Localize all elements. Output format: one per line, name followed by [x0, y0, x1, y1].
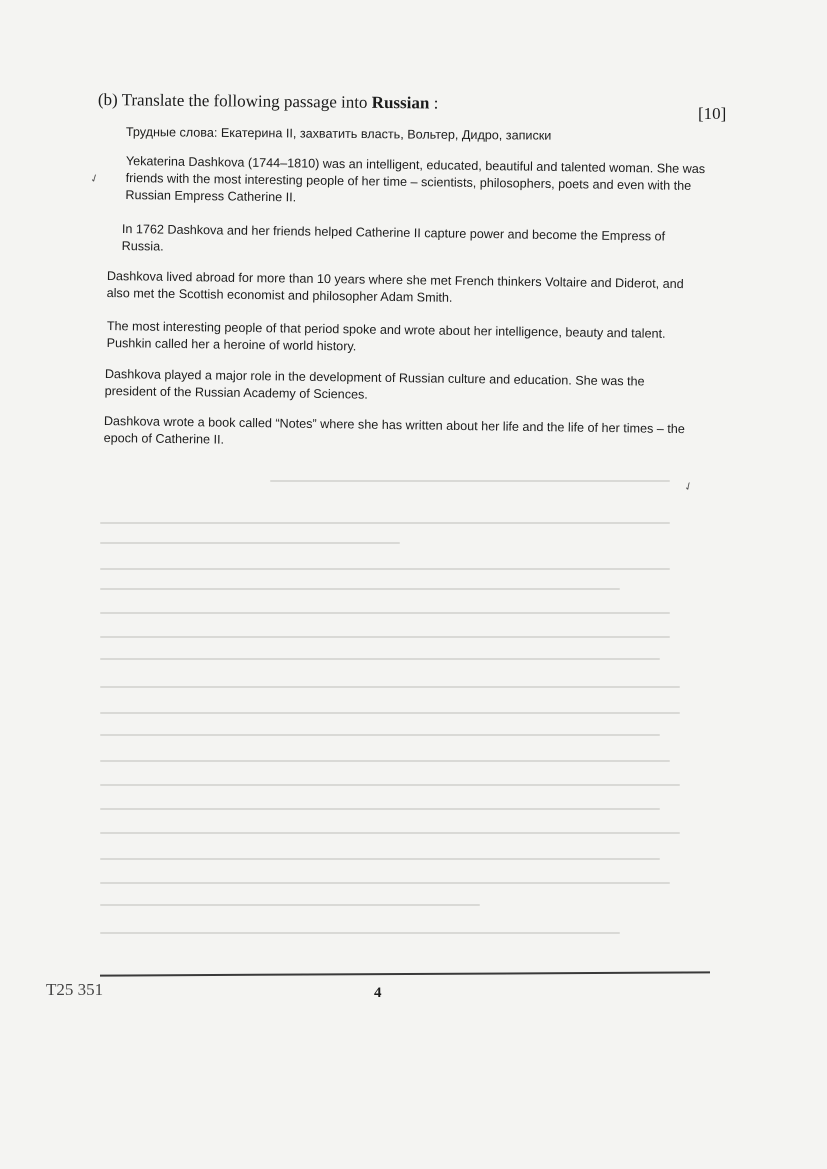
- passage-paragraph-1: Yekaterina Dashkova (1744–1810) was an intelligent, educated, beautiful and talented woman. She was friends with the most interesting people of her time – scientists, philosophers, poets and even with the Russian Empress Catherine II.: [125, 153, 706, 205]
- passage-paragraph-6: Dashkova wrote a book called “Notes” where she has written about her life and the life of her times – the epoch of Catherine II.: [103, 413, 685, 447]
- ghost-line: [100, 808, 660, 810]
- ghost-line: [100, 712, 680, 714]
- question-label-language: Russian: [371, 92, 430, 113]
- passage-paragraph-3: Dashkova lived abroad for more than 10 years where she met French thinkers Voltaire and Diderot, and also met the Scottish economist and philosopher Adam Smith.: [106, 268, 684, 305]
- ghost-line: [100, 686, 680, 688]
- question-label-suffix: :: [429, 93, 439, 113]
- ghost-line: [100, 568, 670, 570]
- passage-paragraph-5: Dashkova played a major role in the development of Russian culture and education. She was the president of the Russian Academy of Sciences.: [104, 366, 645, 402]
- pen-mark: ✓: [88, 171, 102, 187]
- ghost-line: [100, 932, 620, 934]
- ghost-line: [100, 636, 670, 638]
- pen-mark: ✓: [682, 479, 696, 495]
- page-number: 4: [374, 985, 382, 1001]
- ghost-line: [100, 760, 670, 762]
- footer-divider: [100, 971, 710, 976]
- paper-code: T25 351: [46, 980, 104, 999]
- ghost-line: [100, 904, 480, 906]
- ghost-line: [100, 658, 660, 660]
- ghost-line: [100, 612, 670, 614]
- ghost-line: [100, 882, 670, 884]
- question-label-prefix: (b) Translate the following passage into: [97, 90, 372, 112]
- ghost-line: [100, 588, 620, 590]
- ghost-line: [100, 734, 660, 736]
- ghost-line: [100, 542, 400, 544]
- question-marks: [10]: [698, 104, 727, 123]
- ghost-line: [100, 784, 680, 786]
- show-through-text: [80, 470, 680, 950]
- passage-paragraph-4: The most interesting people of that period spoke and wrote about her intelligence, beauty and talent. Pushkin called her a heroine of world history.: [106, 318, 666, 354]
- passage-paragraph-2: In 1762 Dashkova and her friends helped Catherine II capture power and become the Empress of Russia.: [121, 221, 666, 254]
- ghost-line: [270, 480, 670, 482]
- hard-words-line: Трудные слова: Екатерина II, захватить власть, Вольтер, Дидро, записки: [125, 124, 552, 143]
- ghost-line: [100, 858, 660, 860]
- ghost-line: [100, 522, 670, 524]
- ghost-line: [100, 832, 680, 834]
- question-label: [98, 90, 439, 114]
